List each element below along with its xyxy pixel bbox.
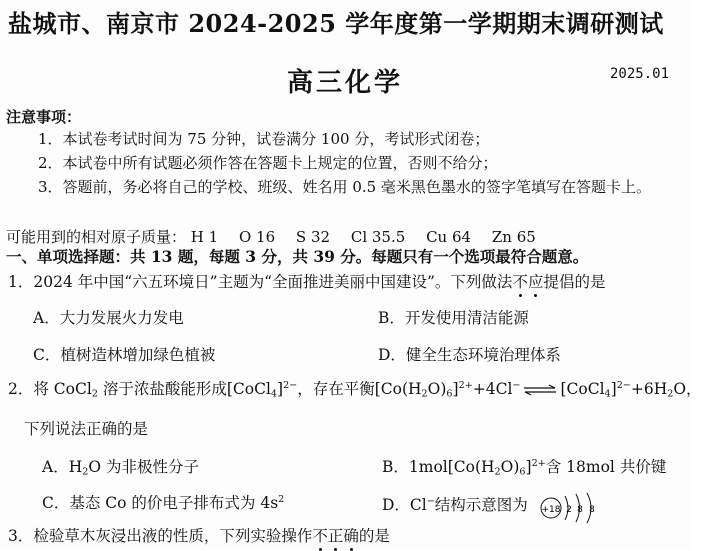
question-2-option-c [42, 491, 284, 513]
option-text: A．H [42, 458, 83, 476]
question-3-text: 3．检验草木灰浸出液的性质，下列实验操作 [8, 527, 313, 545]
atomic-mass: Cl 35.5 [350, 228, 406, 246]
subscript: 2 [82, 466, 89, 478]
superscript: 2− [616, 380, 631, 392]
option-text: D．Cl [382, 496, 427, 514]
superscript: 2+ [531, 458, 546, 470]
option-text: 结构示意图为 [434, 496, 528, 514]
superscript: 2− [283, 380, 298, 392]
question-2-text: 溶于浓盐酸能形成[CoCl [97, 380, 271, 398]
question-2-option-a [42, 455, 199, 477]
emphasis-char: 应 [527, 273, 544, 291]
question-1-option-a: A．大力发展火力发电 [33, 309, 184, 327]
question-1-option-d: D．健全生态环境治理体系 [378, 346, 561, 364]
option-text: O 为非极性分子 [88, 458, 199, 476]
question-1-option-b: B．开发使用清洁能源 [378, 309, 529, 327]
question-2-text: O) [427, 380, 447, 398]
atomic-mass: Zn 65 [491, 228, 536, 246]
option-text: B．1mol[Co(H [382, 458, 495, 476]
superscript: 2+ [458, 380, 473, 392]
question-2-option-d [382, 491, 603, 521]
option-text: C．基态 Co 的价电子排布式为 4s [42, 494, 279, 512]
emphasis-char: 不 [512, 273, 528, 291]
question-3-text-end: 的是 [358, 527, 390, 545]
option-text: 含 18mol 共价键 [545, 458, 667, 476]
atomic-masses-label: 可能用到的相对原子质量： [6, 228, 187, 246]
atomic-masses [6, 226, 552, 247]
subscript: 2 [421, 388, 428, 400]
atomic-mass: O 16 [238, 228, 276, 246]
superscript: − [512, 380, 521, 392]
subscript: 4 [270, 388, 278, 400]
subscript: 6 [446, 388, 453, 400]
emphasis-char: 正 [327, 527, 344, 545]
notice-item-2: 2．本试卷中所有试题必须作答在答题卡上规定的位置，否则不给分； [38, 154, 498, 172]
question-2-text: ，存在平衡[Co(H [297, 380, 422, 398]
question-1-stem [8, 270, 605, 292]
question-2-text: [CoCl [560, 380, 605, 398]
superscript: − [426, 496, 435, 508]
question-2-text: +4Cl [472, 380, 513, 398]
question-2-option-b: B．$1mol[Co(H_2O)_6]^{2+}$含 18mol 共价键 [382, 458, 667, 478]
question-2-text: O， [673, 380, 702, 398]
subject-title: 高三化学 [287, 68, 404, 98]
shell-electron-count: 2 [565, 505, 572, 515]
atomic-mass: Cu 64 [426, 228, 472, 246]
notice-item-3: 3．答题前，务必将自己的学校、班级、姓名用 0.5 毫米黑色墨水的签字笔填写在答题卡上。 [38, 178, 651, 196]
notice-item-1: 1．本试卷考试时间为 75 分钟，试卷满分 100 分，考试形式闭卷； [38, 130, 490, 148]
chloride-atom-structure-diagram [537, 491, 603, 521]
subscript: 2 [91, 388, 98, 400]
question-2-text: 2．将 CoCl [8, 380, 92, 398]
exam-title: 盐城市、南京市 2024-2025 学年度第一学期期末调研测试 [8, 9, 664, 38]
subscript: 2 [667, 388, 674, 400]
nucleus-label: +18 [541, 505, 561, 515]
question-1-option-c: C．植树造林增加绿色植被 [33, 346, 216, 364]
question-3-stem [8, 524, 390, 546]
atomic-mass: H 1 [190, 228, 219, 246]
question-1-text: 1．2024 年中国“六五环境日”主题为“全面推进美丽中国建设”。下列做法 [8, 273, 513, 291]
equilibrium-arrow-icon [523, 384, 557, 396]
subscript: 6 [519, 466, 526, 478]
question-2-stem: 2．将 CoCl$_2$ 溶于浓盐酸能形成[CoCl$_4$]$^{2-}$，存在平衡$[Co(H_2O)_6]^{2+}+4Cl^-$ $[CoCl_4]^{2-}+6H_2O$， [8, 380, 702, 400]
option-text: O) [500, 458, 520, 476]
emphasis-char: 不 [312, 527, 328, 545]
question-2-prompt: 下列说法正确的是 [24, 420, 149, 438]
shell-electron-count: 8 [588, 505, 595, 515]
question-1-text-end: 提倡的是 [543, 273, 606, 291]
exam-date: 2025.01 [610, 66, 670, 82]
question-2-text: +6H [630, 380, 668, 398]
subscript: 4 [604, 388, 611, 400]
subscript: 2 [494, 466, 501, 478]
superscript: 2 [278, 494, 285, 506]
shell-electron-count: 8 [576, 505, 583, 515]
atomic-mass: S 32 [295, 228, 331, 246]
emphasis-char: 确 [343, 527, 359, 545]
notice-heading: 注意事项： [6, 108, 82, 126]
section-heading: 一、单项选择题：共 13 题，每题 3 分，共 39 分。每题只有一个选项最符合题意。 [6, 247, 589, 266]
